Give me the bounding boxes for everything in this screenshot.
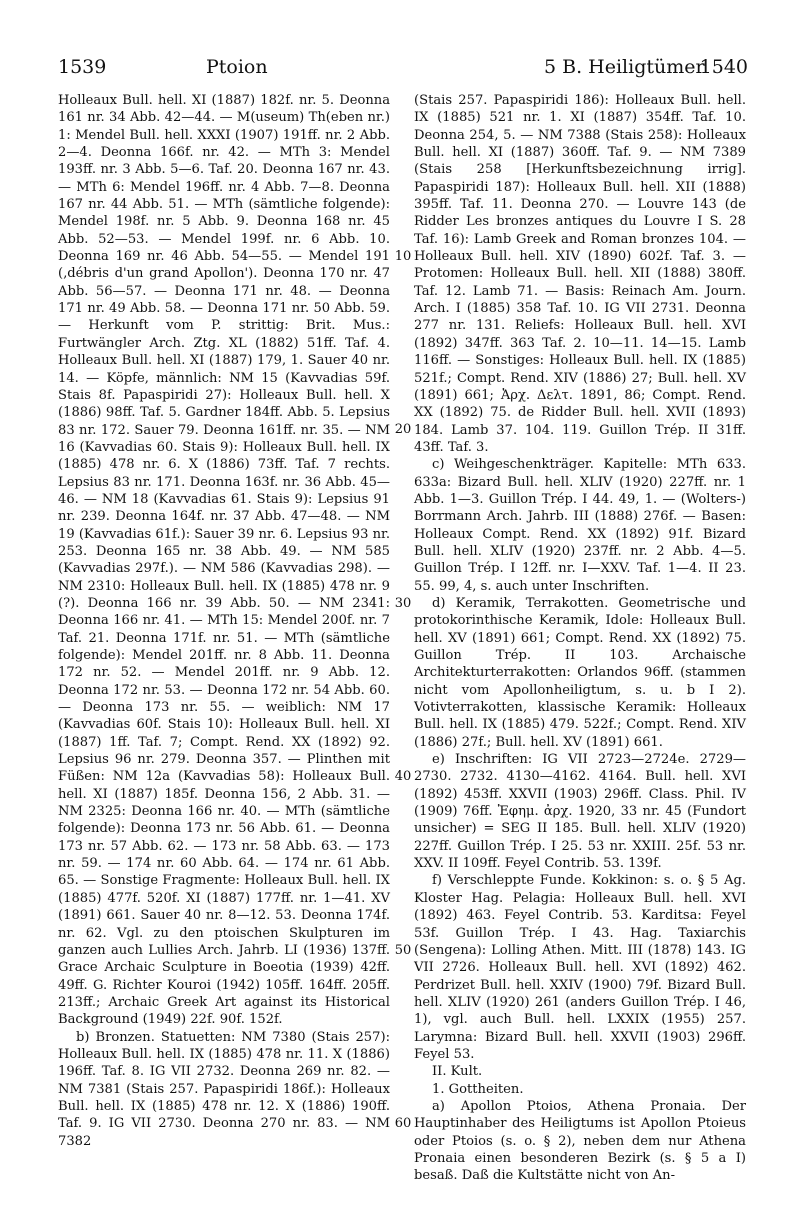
line-number: 10 [394, 249, 412, 264]
right-running-title: 5 B. Heiligtümer [544, 56, 705, 78]
right-page-number: 1540 [699, 56, 748, 78]
section-heading-kult: II. Kult. [432, 1064, 483, 1080]
line-number: 50 [394, 943, 412, 958]
line-number: 60 [394, 1116, 412, 1131]
right-column [414, 92, 746, 1185]
page-header [58, 56, 748, 86]
line-number: 20 [394, 422, 412, 437]
line-number: 40 [394, 769, 412, 784]
right-paragraph-weihgeschenktraeger: c) Weihgeschenkträger. Kapitelle: MTh 633. 633a: Bizard Bull. hell. XLIV (1920) 227ff. nr. 1 Abb. 1—3. Guillon Trép. I 44. 49, 1. — (Wolters-) Borrmann Arch. Jahrb. III (1888) 276f. — Basen: Holleaux Compt. Rend. XX (1892) 91f. Bizard Bull. hell. XLIV (1920) 237ff. nr. 2 Abb. 4—5. Guillon Trép. I 12ff. nr. I—XXV. Taf. 1—4. II 23. 55. 99, 4, s. auch unter Inschriften. [414, 457, 746, 594]
left-paragraph-1: Holleaux Bull. hell. XI (1887) 182f. nr. 5. Deonna 161 nr. 34 Abb. 42—44. — M(useum) Th(eben nr.) 1: Mendel Bull. hell. XXXI (1907) 191ff. nr. 2 Abb. 2—4. Deonna 166f. nr. 42. — MTh 3: Mendel 193ff. nr. 3 Abb. 5—6. Taf. 20. Deonna 167 nr. 43. — MTh 6: Mendel 196ff. nr. 4 Abb. 7—8. Deonna 167 nr. 44 Abb. 51. — MTh (sämtliche folgende): Mendel 198f. nr. 5 Abb. 9. Deonna 168 nr. 45 Abb. 52—53. — Mendel 199f. nr. 6 Abb. 10. Deonna 169 nr. 46 Abb. 54—55. — Mendel 191 (‚débris d'un grand Apollon'). Deonna 170 nr. 47 Abb. 56—57. — Deonna 171 nr. 48. — Deonna 171 nr. 49 Abb. 58. — Deonna 171 nr. 50 Abb. 59. — Herkunft vom P. strittig: Brit. Mus.: Furtwängler Arch. Ztg. XL (1882) 51ff. Taf. 4. Holleaux Bull. hell. XI (1887) 179, 1. Sauer 40 nr. 14. — Köpfe, männlich: NM 15 (Kavvadias 59f. Stais 8f. Papaspiridi 27): Holleaux Bull. hell. X (1886) 98ff. Taf. 5. Gardner 184ff. Abb. 5. Lepsius 83 nr. 172. Sauer 79. Deonna 161ff. nr. 35. — NM 16 (Kavvadias 60. Stais 9): Holleaux Bull. hell. IX (1885) 478 nr. 6. X (1886) 73ff. Taf. 7 rechts. Lepsius 83 nr. 171. Deonna 163f. nr. 36 Abb. 45—46. — NM 18 (Kavvadias 61. Stais 9): Lepsius 91 nr. 239. Deonna 164f. nr. 37 Abb. 47—48. — NM 19 (Kavvadias 61f.): Sauer 39 nr. 6. Lepsius 93 nr. 253. Deonna 165 nr. 38 Abb. 49. — NM 585 (Kavvadias 297f.). — NM 586 (Kavvadias 298). — NM 2310: Holleaux Bull. hell. IX (1885) 478 nr. 9 (?). Deonna 166 nr. 39 Abb. 50. — NM 2341: Deonna 166 nr. 41. — MTh 15: Mendel 200f. nr. 7 Taf. 21. Deonna 171f. nr. 51. — MTh (sämtliche folgende): Mendel 201ff. nr. 8 Abb. 11. Deonna 172 nr. 52. — Mendel 201ff. nr. 9 Abb. 12. Deonna 172 nr. 53. — Deonna 172 nr. 54 Abb. 60. — Deonna 173 nr. 55. — weiblich: NM 17 (Kavvadias 60f. Stais 10): Holleaux Bull. hell. XI (1887) 1ff. Taf. 7; Compt. Rend. XX (1892) 92. Lepsius 96 nr. 279. Deonna 357. — Plinthen mit Füßen: NM 12a (Kavvadias 58): Holleaux Bull. hell. XI (1887) 185f. Deonna 156, 2 Abb. 31. — NM 2325: Deonna 166 nr. 40. — MTh (sämtliche folgende): Deonna 173 nr. 56 Abb. 61. — Deonna 173 nr. 57 Abb. 62. — 173 nr. 58 Abb. 63. — 173 nr. 59. — 174 nr. 60 Abb. 64. — 174 nr. 61 Abb. 65. — Sonstige Fragmente: Holleaux Bull. hell. IX (1885) 477f. 520f. XI (1887) 177ff. nr. 1—41. XV (1891) 661. Sauer 40 nr. 8—12. 53. Deonna 174f. nr. 62. Vgl. zu den ptoischen Skulpturen im ganzen auch Lullies Arch. Jahrb. LI (1936) 137ff. Grace Archaic Sculpture in Boeotia (1939) 42ff. 49ff. G. Richter Kouroi (1942) 105ff. 164ff. 205ff. 213ff.; Archaic Greek Art against its Historical Background (1949) 22f. 90f. 152f. [58, 93, 390, 1028]
right-paragraph-keramik: d) Keramik, Terrakotten. Geometrische und protokorinthische Keramik, Idole: Holleaux Bull. hell. XV (1891) 661; Compt. Rend. XX (1892) 75. Guillon Trép. II 103. Archaische Architekturterrakotten: Orlandos 96ff. (stammen nicht vom Apollonheiligtum, s. u. b I 2). Votivterrakotten, klassische Keramik: Holleaux Bull. hell. IX (1885) 479. 522f.; Compt. Rend. XIV (1886) 27f.; Bull. hell. XV (1891) 661. [414, 595, 746, 750]
left-paragraph-bronzen: b) Bronzen. Statuetten: NM 7380 (Stais 257): Holleaux Bull. hell. IX (1885) 478 nr. 11. X (1886) 196ff. Taf. 8. IG VII 2732. Deonna 269 nr. 82. — NM 7381 (Stais 257. Papaspiridi 186f.): Holleaux Bull. hell. IX (1885) 478 nr. 12. X (1886) 190ff. Taf. 9. IG VII 2730. Deonna 270 nr. 83. — NM 7382 [58, 1029, 390, 1149]
right-paragraph-verschleppte-funde: f) Verschleppte Funde. Kokkinon: s. o. § 5 Ag. Kloster Hag. Pelagia: Holleaux Bull. hell. XVI (1892) 463. Feyel Contrib. 53. Karditsa: Feyel 53f. Guillon Trép. I 43. Hag. Taxiarchis (Sengena): Lolling Athen. Mitt. III (1878) 143. IG VII 2726. Holleaux Bull. hell. XVI (1892) 462. Perdrizet Bull. hell. XXIV (1900) 79f. Bizard Bull. hell. XLIV (1920) 261 (anders Guillon Trép. I 46, 1), vgl. auch Bull. hell. LXXIX (1955) 257. Larymna: Bizard Bull. hell. XXVII (1903) 296ff. Feyel 53. [414, 873, 746, 1062]
left-running-title: Ptoion [206, 56, 268, 78]
line-number: 30 [394, 596, 412, 611]
right-paragraph-apollon: a) Apollon Ptoios, Athena Pronaia. Der Hauptinhaber des Heiligtums ist Apollon Ptoieus oder Ptoios (s. o. § 2), neben dem nur Athena Pronaia einen besonderen Bezirk (s. § 5 a I) besaß. Daß die Kultstätte nicht von An- [414, 1098, 746, 1184]
left-page-number: 1539 [58, 56, 107, 78]
right-paragraph-inschriften: e) Inschriften: IG VII 2723—2724e. 2729—2730. 2732. 4130—4162. 4164. Bull. hell. XVI (1892) 453ff. XXVII (1903) 296ff. Class. Phil. IV (1909) 76ff. Ἐφημ. ἀρχ. 1920, 33 nr. 45 (Fundort unsicher) = SEG II 185. Bull. hell. XLIV (1920) 227ff. Guillon Trép. I 25. 53 nr. XXIII. 25f. 53 nr. XXV. II 109ff. Feyel Contrib. 53. 139f. [414, 752, 746, 872]
subsection-heading-gottheiten: 1. Gottheiten. [432, 1081, 524, 1097]
right-paragraph-1: (Stais 257. Papaspiridi 186): Holleaux Bull. hell. IX (1885) 521 nr. 1. XI (1887) 354ff. Taf. 10. Deonna 254, 5. — NM 7388 (Stais 258): Holleaux Bull. hell. XI (1887) 360ff. Taf. 9. — NM 7389 (Stais 258 [Herkunftsbezeichnung irrig]. Papaspiridi 187): Holleaux Bull. hell. XII (1888) 395ff. Taf. 11. Deonna 270. — Louvre 143 (de Ridder Les bronzes antiques du Louvre I S. 28 Taf. 16): Lamb Greek and Roman bronzes 104. — Holleaux Bull. hell. XIV (1890) 602f. Taf. 3. — Protomen: Holleaux Bull. hell. XII (1888) 380ff. Taf. 12. Lamb 71. — Basis: Reinach Am. Journ. Arch. I (1885) 358 Taf. 10. IG VII 2731. Deonna 277 nr. 131. Reliefs: Holleaux Bull. hell. XVI (1892) 347ff. 363 Taf. 2. 10—11. 14—15. Lamb 116ff. — Sonstiges: Holleaux Bull. hell. IX (1885) 521f.; Compt. Rend. XIV (1886) 27; Bull. hell. XV (1891) 661; Ἀρχ. Δελτ. 1891, 86; Compt. Rend. XX (1892) 75. de Ridder Bull. hell. XVII (1893) 184. Lamb 37. 104. 119. Guillon Trép. II 31ff. 43ff. Taf. 3. [414, 93, 746, 455]
left-column [58, 92, 390, 1150]
